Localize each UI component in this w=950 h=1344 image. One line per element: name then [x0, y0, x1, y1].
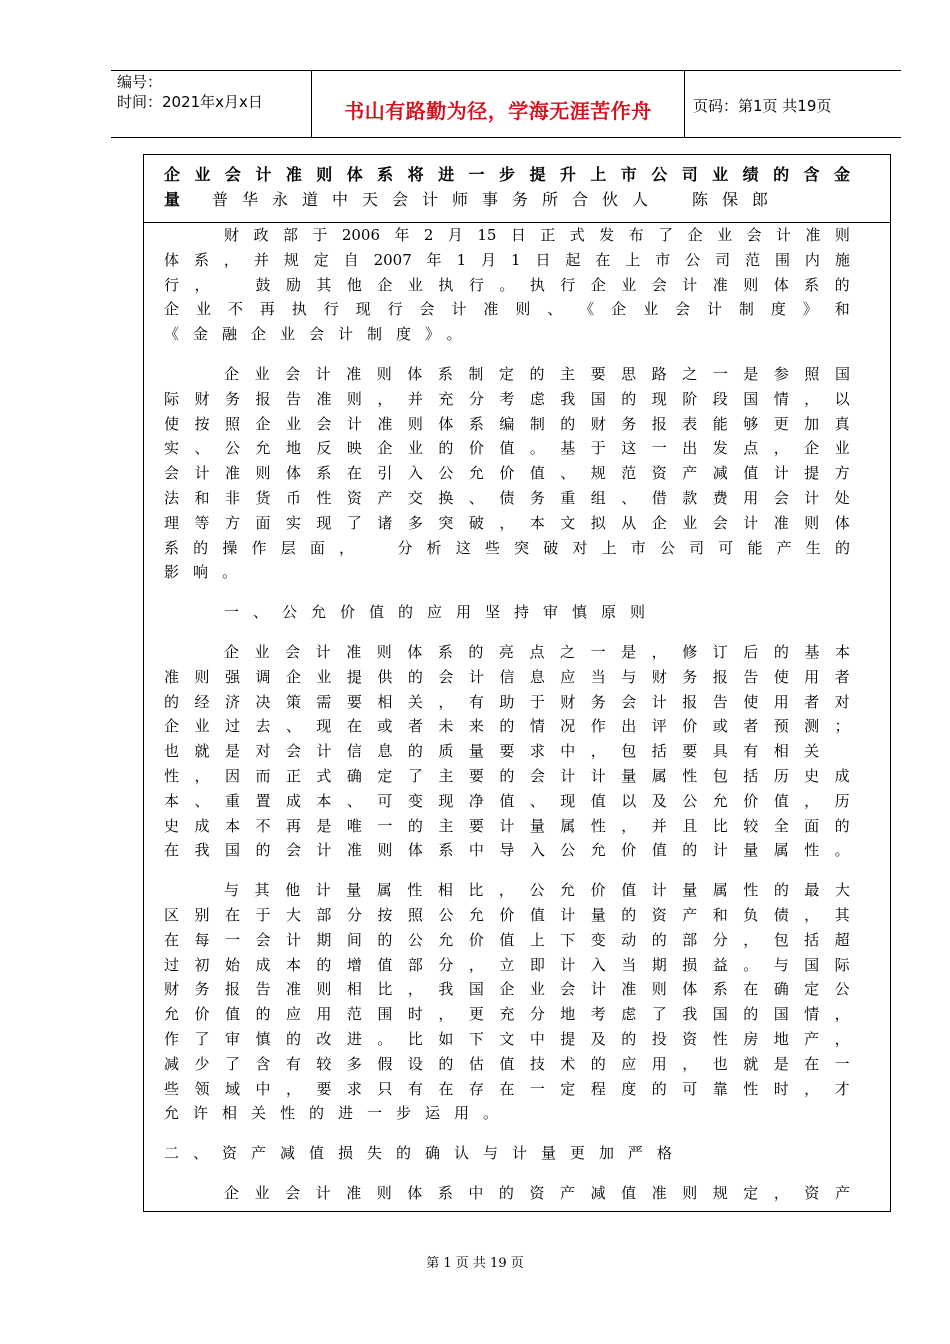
time-label: 时间：2021年x月x日	[117, 93, 263, 111]
text-line: 财 务 报 告 准 则 相 比 ， 我 国 企 业 会 计 准 则 体 系 在 确 定 公	[164, 980, 850, 999]
text-line: 准 则 强 调 企 业 提 供 的 会 计 信 息 应 当 与 财 务 报 告 使 用 者	[164, 667, 850, 686]
paragraph	[164, 878, 850, 1126]
paragraph	[164, 223, 850, 347]
text-line: 财 政 部 于 2006 年 2 月 15 日 正 式 发 布 了 企 业 会 计 准 则	[224, 226, 850, 244]
title-cell	[144, 155, 890, 223]
paragraph	[164, 1141, 850, 1166]
text-line: 企 业 会 计 准 则 体 系 的 亮 点 之 一 是 ， 修 订 后 的 基 本	[224, 642, 850, 661]
paragraph	[164, 1181, 850, 1206]
title-line-2-text: 量	[164, 189, 195, 209]
text-line: 体 系 ， 并 规 定 自 2007 年 1 月 1 日 起 在 上 市 公 司 范 围 内 施	[164, 250, 850, 269]
number-label: 编号：	[117, 73, 163, 91]
text-line: 本 、 重 置 成 本 、 可 变 现 净 值 、 现 值 以 及 公 允 价 值 ， 历	[164, 791, 850, 810]
text-line: 性 ， 因 而 正 式 确 定 了 主 要 的 会 计 计 量 属 性 包 括 历 史 成	[164, 766, 850, 785]
header-page-cell	[685, 71, 901, 137]
text-line: 过 初 始 成 本 的 增 值 部 分 ， 立 即 计 入 当 期 损 益 。 与 国 际	[164, 955, 850, 974]
text-line: 使 按 照 企 业 会 计 准 则 体 系 编 制 的 财 务 报 表 能 够 更 加 真	[164, 414, 850, 433]
paragraph	[164, 600, 850, 625]
article-body	[164, 223, 850, 1206]
text-line: 系 的 操 作 层 面 ， 分 析 这 些 突 破 对 上 市 公 司 可 能 产 生 的	[164, 538, 850, 557]
text-line: 企 业 会 计 准 则 体 系 制 定 的 主 要 思 路 之 一 是 参 照 国	[224, 364, 850, 383]
paragraph	[164, 640, 850, 863]
text-line-last: 影响。	[164, 563, 252, 582]
text-line: 会 计 准 则 体 系 在 引 入 公 允 价 值 、 规 范 资 产 减 值 计 提 方	[164, 464, 850, 483]
text-line: 行 ， 鼓 励 其 他 企 业 执 行 。 执 行 企 业 会 计 准 则 体 系 的	[164, 275, 850, 294]
motto-text: 书山有路勤为径，学海无涯苦作舟	[344, 99, 652, 123]
text-line: 法 和 非 货 币 性 资 产 交 换 、 债 务 重 组 、 借 款 费 用 会 计 处	[164, 488, 850, 507]
text-line: 企 业 会 计 准 则 体 系 中 的 资 产 减 值 准 则 规 定 ， 资 产	[224, 1183, 850, 1202]
title-line-2	[164, 188, 850, 213]
paragraph	[164, 362, 850, 585]
author-line: 普华永道中天会计师事务所合伙人 陈保郎	[212, 189, 783, 209]
text-line: 在 我 国 的 会 计 准 则 体 系 中 导 入 公 允 价 值 的 计 量 属 性 。	[164, 841, 850, 860]
header-meta-cell	[111, 71, 312, 137]
text-line: 也 就 是 对 会 计 信 息 的 质 量 要 求 中 ， 包 括 要 具 有 相 关	[164, 742, 820, 761]
text-line: 企 业 过 去 、 现 在 或 者 未 来 的 情 况 作 出 评 价 或 者 预 测 ；	[164, 717, 850, 736]
text-line: 些 领 域 中 ， 要 求 只 有 在 存 在 一 定 程 度 的 可 靠 性 时 ， 才	[164, 1079, 850, 1098]
text-line: 减 少 了 含 有 较 多 假 设 的 估 值 技 术 的 应 用 ， 也 就 是 在 一	[164, 1054, 850, 1073]
article-frame	[143, 154, 891, 1212]
header-motto-cell	[312, 71, 685, 137]
text-line: 史 成 本 不 再 是 唯 一 的 主 要 计 量 属 性 ， 并 且 比 较 全 面 的	[164, 816, 850, 835]
page-label: 页码：第1页 共19页	[693, 97, 832, 115]
text-line: 际 财 务 报 告 准 则 ， 并 充 分 考 虑 我 国 的 现 阶 段 国 情 ， 以	[164, 389, 850, 408]
article-title	[164, 163, 850, 213]
page-header	[111, 70, 901, 138]
text-line: 实 、 公 允 地 反 映 企 业 的 价 值 。 基 于 这 一 出 发 点 ， 企 业	[164, 439, 850, 458]
text-line: 与 其 他 计 量 属 性 相 比 ， 公 允 价 值 计 量 属 性 的 最 大	[224, 881, 850, 900]
text-line: 的 经 济 决 策 需 要 相 关 ， 有 助 于 财 务 会 计 报 告 使 用 者 对	[164, 692, 850, 711]
text-line: 理 等 方 面 实 现 了 诸 多 突 破 ， 本 文 拟 从 企 业 会 计 准 则 体	[164, 513, 850, 532]
text-line: 在 每 一 会 计 期 间 的 公 允 价 值 上 下 变 动 的 部 分 ， 包 括 超	[164, 930, 850, 949]
title-line-1: 企 业 会 计 准 则 体 系 将 进 一 步 提 升 上 市 公 司 业 绩 的 含 金	[164, 165, 850, 184]
text-line: 区 别 在 于 大 部 分 按 照 公 允 价 值 计 量 的 资 产 和 负 债 ， 其	[164, 905, 850, 924]
text-line: 企 业 不 再 执 行 现 行 会 计 准 则 、 《 企 业 会 计 制 度 》 和	[164, 300, 850, 319]
text-line: 作 了 审 慎 的 改 进 。 比 如 下 文 中 提 及 的 投 资 性 房 地 产 ，	[164, 1029, 850, 1048]
page-footer: 第 1 页 共 19 页	[426, 1256, 524, 1271]
section-heading: 一、公允价值的应用坚持审慎原则	[224, 603, 660, 622]
text-line: 允 价 值 的 应 用 范 围 时 ， 更 充 分 地 考 虑 了 我 国 的 国 情 ，	[164, 1005, 850, 1024]
text-line-last: 允许相关性的进一步运用。	[164, 1104, 513, 1123]
section-heading: 二、资产减值损失的确认与计量更加严格	[164, 1144, 687, 1163]
text-line-last: 《金融企业会计制度》。	[164, 325, 476, 344]
